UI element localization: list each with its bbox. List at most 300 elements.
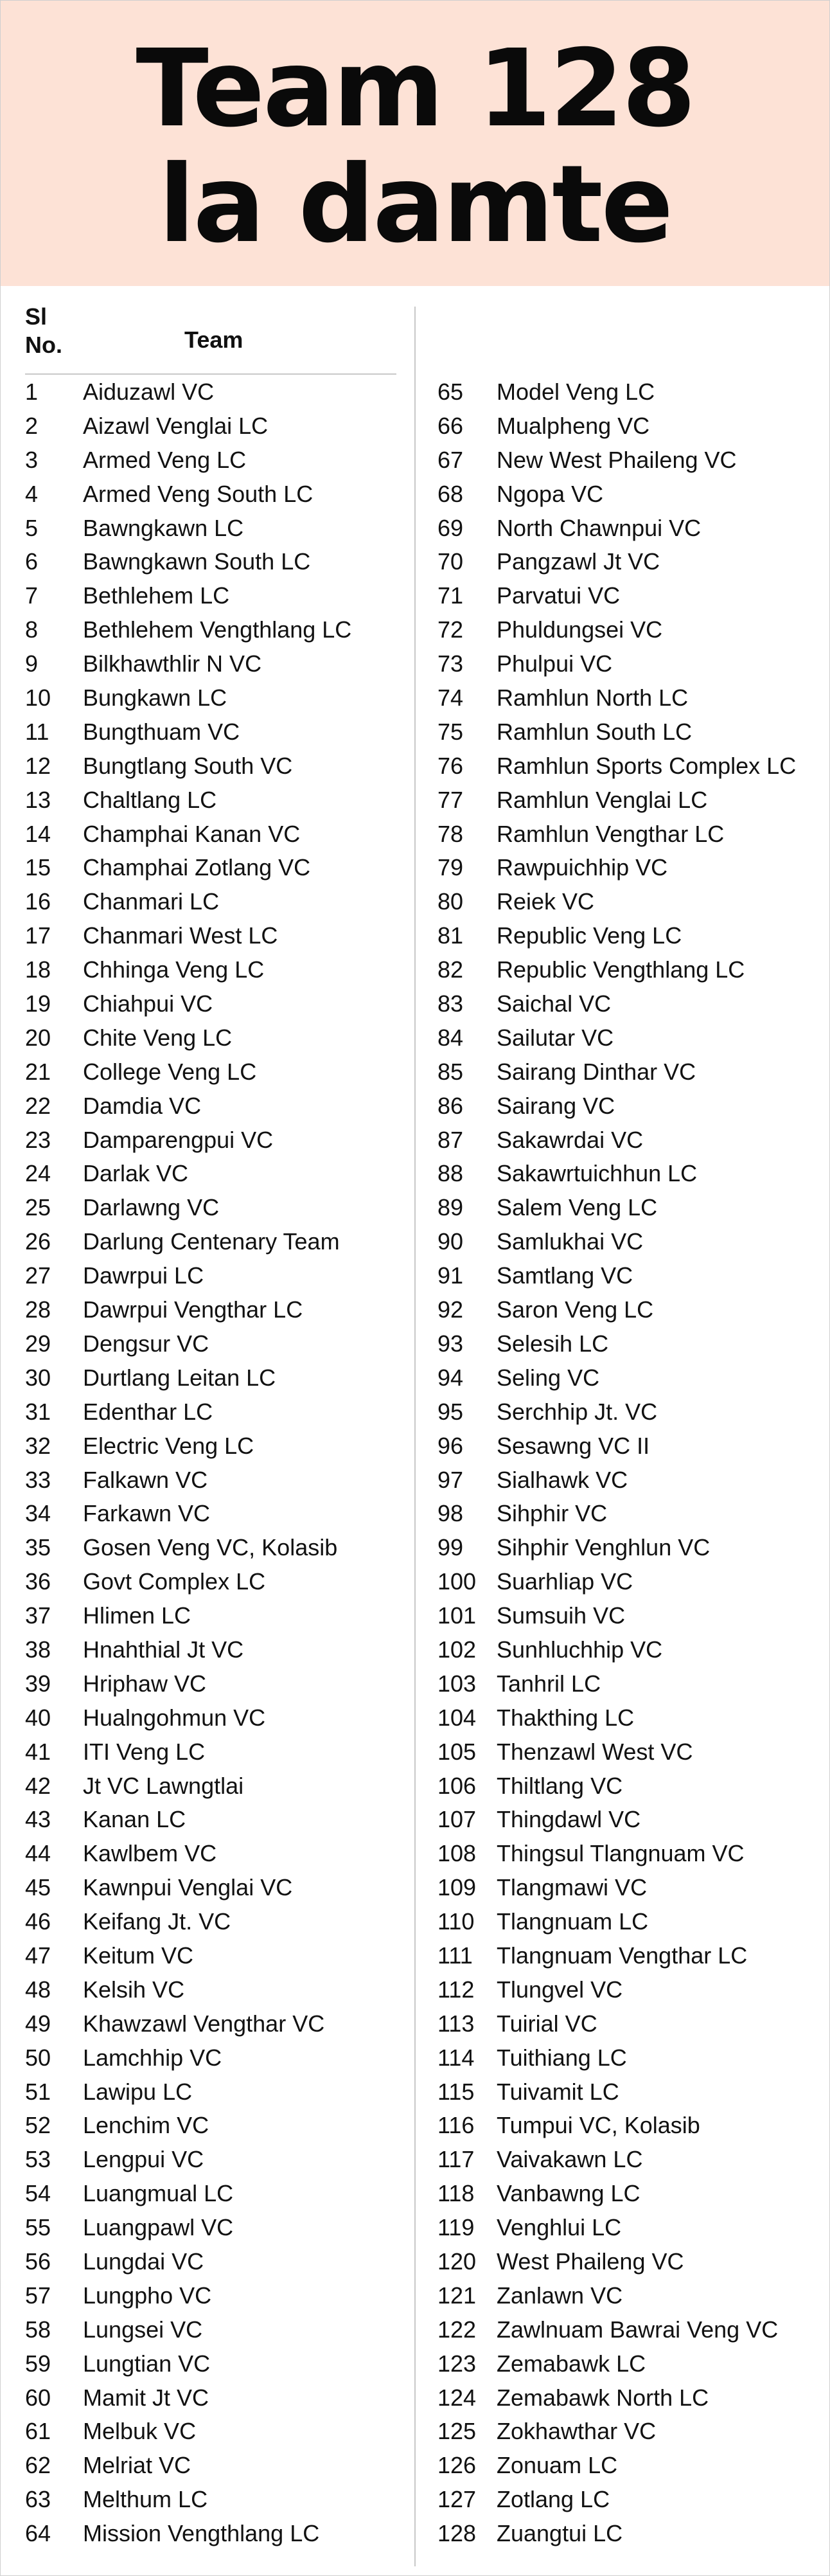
team-name: Kawnpui Venglai VC xyxy=(83,1874,293,1901)
team-serial-number: 119 xyxy=(437,2214,475,2241)
team-name: Zotlang LC xyxy=(497,2486,610,2513)
team-serial-number: 63 xyxy=(25,2486,51,2513)
team-serial-number: 56 xyxy=(25,2248,51,2275)
team-serial-number: 12 xyxy=(25,752,51,779)
team-name: Champhai Zotlang VC xyxy=(83,854,311,881)
team-row xyxy=(25,647,411,681)
team-row xyxy=(25,1225,411,1259)
team-name: Sairang VC xyxy=(497,1092,615,1119)
team-serial-number: 123 xyxy=(437,2350,477,2377)
team-name: Bethlehem LC xyxy=(83,582,230,609)
team-name: Keitum VC xyxy=(83,1942,194,1969)
team-name: Thakthing LC xyxy=(497,1704,635,1731)
team-serial-number: 98 xyxy=(437,1500,464,1527)
team-serial-number: 49 xyxy=(25,2010,51,2037)
team-row xyxy=(437,2415,823,2449)
team-name: Reiek VC xyxy=(497,888,595,915)
team-name: Tlangmawi VC xyxy=(497,1874,648,1901)
team-serial-number: 59 xyxy=(25,2350,51,2377)
team-row xyxy=(25,2007,411,2041)
team-serial-number: 18 xyxy=(25,956,51,983)
team-name: Sihphir VC xyxy=(497,1500,608,1527)
team-name: Selesih LC xyxy=(497,1330,609,1357)
team-row xyxy=(25,2177,411,2211)
team-row xyxy=(25,1633,411,1667)
team-serial-number: 126 xyxy=(437,2452,477,2479)
team-serial-number: 128 xyxy=(437,2520,477,2547)
team-name: Chaltlang LC xyxy=(83,786,217,813)
team-serial-number: 23 xyxy=(25,1126,51,1153)
team-row xyxy=(437,409,823,443)
team-name: Dawrpui Vengthar LC xyxy=(83,1296,303,1323)
team-serial-number: 32 xyxy=(25,1432,51,1459)
team-row xyxy=(25,749,411,783)
team-name: Mission Vengthlang LC xyxy=(83,2520,320,2547)
page-title-line-1: Team 128 xyxy=(136,27,694,151)
team-name: Zokhawthar VC xyxy=(497,2418,657,2445)
team-name: Thiltlang VC xyxy=(497,1772,623,1799)
team-row xyxy=(437,2211,823,2245)
team-name: Durtlang Leitan LC xyxy=(83,1364,276,1391)
team-serial-number: 22 xyxy=(25,1092,51,1119)
team-serial-number: 28 xyxy=(25,1296,51,1323)
team-name: Samlukhai VC xyxy=(497,1228,644,1255)
column-divider xyxy=(414,307,416,2566)
team-serial-number: 71 xyxy=(437,582,464,609)
team-name: Sumsuih VC xyxy=(497,1602,626,1629)
team-row xyxy=(25,1667,411,1701)
team-serial-number: 82 xyxy=(437,956,464,983)
team-name: Armed Veng South LC xyxy=(83,480,313,507)
team-row xyxy=(437,2041,823,2075)
team-serial-number: 122 xyxy=(437,2316,477,2343)
team-row xyxy=(437,375,823,409)
team-serial-number: 7 xyxy=(25,582,39,609)
team-serial-number: 77 xyxy=(437,786,464,813)
team-name: Damparengpui VC xyxy=(83,1126,274,1153)
team-row xyxy=(25,1327,411,1361)
team-row xyxy=(25,545,411,579)
team-serial-number: 103 xyxy=(437,1670,477,1697)
team-row xyxy=(437,2517,823,2551)
team-row xyxy=(437,1259,823,1293)
team-serial-number: 52 xyxy=(25,2112,51,2139)
team-row xyxy=(25,2415,411,2449)
team-serial-number: 27 xyxy=(25,1262,51,1289)
team-serial-number: 43 xyxy=(25,1806,51,1833)
team-name: Sairang Dinthar VC xyxy=(497,1058,696,1085)
team-row xyxy=(437,1191,823,1225)
team-serial-number: 50 xyxy=(25,2044,51,2071)
team-serial-number: 78 xyxy=(437,820,464,847)
team-name: Tlangnuam Vengthar LC xyxy=(497,1942,748,1969)
team-name: Phulpui VC xyxy=(497,650,613,677)
team-serial-number: 113 xyxy=(437,2010,475,2037)
team-name: Bungthuam VC xyxy=(83,718,240,745)
team-serial-number: 91 xyxy=(437,1262,464,1289)
team-serial-number: 64 xyxy=(25,2520,51,2547)
team-list-right-column xyxy=(437,375,823,2551)
team-serial-number: 115 xyxy=(437,2078,475,2105)
team-serial-number: 112 xyxy=(437,1976,475,2003)
column-header-sl-no: Sl No. xyxy=(25,303,62,358)
team-serial-number: 40 xyxy=(25,1704,51,1731)
team-serial-number: 75 xyxy=(437,718,464,745)
team-row xyxy=(25,2279,411,2313)
team-row xyxy=(25,375,411,409)
team-serial-number: 95 xyxy=(437,1398,464,1425)
team-serial-number: 57 xyxy=(25,2282,51,2309)
team-row xyxy=(437,1089,823,1123)
team-name: Chanmari West LC xyxy=(83,922,278,949)
team-row xyxy=(25,987,411,1021)
team-row xyxy=(437,613,823,647)
team-serial-number: 67 xyxy=(437,446,464,473)
team-row xyxy=(437,1123,823,1158)
team-serial-number: 117 xyxy=(437,2146,475,2173)
team-name: Bilkhawthlir N VC xyxy=(83,650,262,677)
team-row xyxy=(25,1837,411,1871)
team-name: North Chawnpui VC xyxy=(497,514,702,541)
team-row xyxy=(25,2109,411,2143)
team-name: Melthum LC xyxy=(83,2486,208,2513)
team-name: Aiduzawl VC xyxy=(83,379,215,405)
team-serial-number: 62 xyxy=(25,2452,51,2479)
team-serial-number: 92 xyxy=(437,1296,464,1323)
team-serial-number: 102 xyxy=(437,1636,477,1663)
title-banner xyxy=(1,1,829,286)
team-serial-number: 51 xyxy=(25,2078,51,2105)
team-name: Bawngkawn South LC xyxy=(83,548,311,575)
team-serial-number: 108 xyxy=(437,1840,477,1867)
team-name: Venghlui LC xyxy=(497,2214,622,2241)
team-row xyxy=(437,2449,823,2483)
team-name: Zanlawn VC xyxy=(497,2282,623,2309)
team-name: Samtlang VC xyxy=(497,1262,633,1289)
team-name: Vanbawng LC xyxy=(497,2180,640,2207)
team-serial-number: 76 xyxy=(437,752,464,779)
team-name: Darlung Centenary Team xyxy=(83,1228,340,1255)
team-row xyxy=(25,1735,411,1769)
team-row xyxy=(25,1871,411,1905)
team-row xyxy=(437,1531,823,1565)
team-serial-number: 34 xyxy=(25,1500,51,1527)
team-row xyxy=(25,1021,411,1055)
team-name: Govt Complex LC xyxy=(83,1568,266,1595)
team-serial-number: 31 xyxy=(25,1398,51,1425)
team-name: Ramhlun South LC xyxy=(497,718,693,745)
team-serial-number: 109 xyxy=(437,1874,477,1901)
team-serial-number: 4 xyxy=(25,480,39,507)
team-row xyxy=(437,851,823,885)
team-serial-number: 111 xyxy=(437,1942,473,1969)
team-serial-number: 55 xyxy=(25,2214,51,2241)
team-row xyxy=(437,818,823,852)
team-name: Phuldungsei VC xyxy=(497,616,663,643)
team-name: Hriphaw VC xyxy=(83,1670,207,1697)
team-row xyxy=(437,1735,823,1769)
team-name: Darlak VC xyxy=(83,1160,189,1187)
team-serial-number: 66 xyxy=(437,412,464,439)
team-row xyxy=(437,953,823,987)
team-name: Luangpawl VC xyxy=(83,2214,234,2241)
team-row xyxy=(437,1939,823,1973)
team-row xyxy=(437,1497,823,1531)
team-row xyxy=(437,2177,823,2211)
team-serial-number: 89 xyxy=(437,1194,464,1221)
team-row xyxy=(437,1395,823,1429)
team-serial-number: 26 xyxy=(25,1228,51,1255)
team-name: Khawzawl Vengthar VC xyxy=(83,2010,325,2037)
team-row xyxy=(25,579,411,613)
team-row xyxy=(25,2075,411,2109)
team-name: Tuivamit LC xyxy=(497,2078,619,2105)
team-name: Ramhlun North LC xyxy=(497,684,689,711)
team-row xyxy=(25,1701,411,1735)
team-name: Melriat VC xyxy=(83,2452,191,2479)
team-row xyxy=(437,2347,823,2381)
team-row xyxy=(437,885,823,919)
team-name: Kanan LC xyxy=(83,1806,186,1833)
team-serial-number: 44 xyxy=(25,1840,51,1867)
team-name: Ngopa VC xyxy=(497,480,604,507)
team-row xyxy=(437,1293,823,1327)
team-row xyxy=(437,1837,823,1871)
team-serial-number: 106 xyxy=(437,1772,477,1799)
team-name: Edenthar LC xyxy=(83,1398,213,1425)
team-serial-number: 124 xyxy=(437,2384,477,2411)
team-serial-number: 68 xyxy=(437,480,464,507)
team-name: Kawlbem VC xyxy=(83,1840,217,1867)
team-serial-number: 118 xyxy=(437,2180,475,2207)
team-serial-number: 70 xyxy=(437,548,464,575)
team-serial-number: 15 xyxy=(25,854,51,881)
team-row xyxy=(437,1803,823,1837)
team-row xyxy=(25,1565,411,1599)
team-row xyxy=(25,1259,411,1293)
page-title-line-2: la damte xyxy=(158,143,672,267)
team-row xyxy=(437,681,823,715)
team-name: ITI Veng LC xyxy=(83,1738,206,1765)
team-serial-number: 120 xyxy=(437,2248,477,2275)
team-serial-number: 6 xyxy=(25,548,39,575)
team-row xyxy=(437,1769,823,1803)
team-serial-number: 125 xyxy=(437,2418,477,2445)
team-name: Vaivakawn LC xyxy=(497,2146,643,2173)
team-serial-number: 48 xyxy=(25,1976,51,2003)
team-name: Saron Veng LC xyxy=(497,1296,654,1323)
team-name: Salem Veng LC xyxy=(497,1194,658,1221)
team-name: Sunhluchhip VC xyxy=(497,1636,663,1663)
team-row xyxy=(437,478,823,512)
team-row xyxy=(437,987,823,1021)
team-name: Champhai Kanan VC xyxy=(83,820,301,847)
team-row xyxy=(25,2517,411,2551)
team-row xyxy=(25,2143,411,2177)
team-serial-number: 94 xyxy=(437,1364,464,1391)
team-serial-number: 54 xyxy=(25,2180,51,2207)
team-row xyxy=(437,1463,823,1498)
team-serial-number: 74 xyxy=(437,684,464,711)
team-serial-number: 45 xyxy=(25,1874,51,1901)
team-name: Sakawrdai VC xyxy=(497,1126,644,1153)
team-name: Pangzawl Jt VC xyxy=(497,548,660,575)
team-row xyxy=(437,443,823,478)
team-row xyxy=(437,545,823,579)
team-serial-number: 61 xyxy=(25,2418,51,2445)
team-row xyxy=(25,885,411,919)
team-name: New West Phaileng VC xyxy=(497,446,737,473)
team-name: Tanhril LC xyxy=(497,1670,601,1697)
team-row xyxy=(437,2483,823,2517)
team-row xyxy=(437,783,823,818)
team-row xyxy=(437,1021,823,1055)
team-serial-number: 90 xyxy=(437,1228,464,1255)
team-serial-number: 1 xyxy=(25,379,39,405)
team-serial-number: 104 xyxy=(437,1704,477,1731)
team-serial-number: 84 xyxy=(437,1024,464,1051)
team-row xyxy=(437,512,823,546)
team-serial-number: 25 xyxy=(25,1194,51,1221)
team-row xyxy=(437,2143,823,2177)
team-list-left-column xyxy=(25,375,411,2551)
team-serial-number: 80 xyxy=(437,888,464,915)
team-name: Kelsih VC xyxy=(83,1976,185,2003)
team-serial-number: 121 xyxy=(437,2282,477,2309)
team-name: Darlawng VC xyxy=(83,1194,220,1221)
team-name: Jt VC Lawngtlai xyxy=(83,1772,244,1799)
team-name: Serchhip Jt. VC xyxy=(497,1398,658,1425)
team-name: Aizawl Venglai LC xyxy=(83,412,269,439)
team-row xyxy=(25,1463,411,1498)
team-row xyxy=(437,1633,823,1667)
header-divider xyxy=(25,373,396,375)
team-serial-number: 10 xyxy=(25,684,51,711)
team-serial-number: 47 xyxy=(25,1942,51,1969)
team-serial-number: 72 xyxy=(437,616,464,643)
team-name: Bawngkawn LC xyxy=(83,514,244,541)
team-name: Mamit Jt VC xyxy=(83,2384,209,2411)
team-name: Tlungvel VC xyxy=(497,1976,623,2003)
team-serial-number: 73 xyxy=(437,650,464,677)
team-name: Lengpui VC xyxy=(83,2146,204,2173)
team-serial-number: 5 xyxy=(25,514,39,541)
team-name: Thingdawl VC xyxy=(497,1806,641,1833)
team-serial-number: 46 xyxy=(25,1908,51,1935)
team-name: Model Veng LC xyxy=(497,379,655,405)
team-serial-number: 81 xyxy=(437,922,464,949)
team-name: Lungtian VC xyxy=(83,2350,211,2377)
team-name: Tuirial VC xyxy=(497,2010,597,2037)
team-row xyxy=(25,2211,411,2245)
team-serial-number: 16 xyxy=(25,888,51,915)
team-serial-number: 83 xyxy=(437,990,464,1017)
team-name: Republic Vengthlang LC xyxy=(497,956,745,983)
team-serial-number: 97 xyxy=(437,1466,464,1493)
team-name: Mualpheng VC xyxy=(497,412,650,439)
team-name: Sailutar VC xyxy=(497,1024,614,1051)
team-serial-number: 60 xyxy=(25,2384,51,2411)
team-serial-number: 116 xyxy=(437,2112,475,2139)
team-row xyxy=(437,579,823,613)
team-serial-number: 17 xyxy=(25,922,51,949)
team-row xyxy=(437,1667,823,1701)
team-serial-number: 33 xyxy=(25,1466,51,1493)
team-row xyxy=(25,613,411,647)
team-name: Saichal VC xyxy=(497,990,612,1017)
team-serial-number: 85 xyxy=(437,1058,464,1085)
team-row xyxy=(25,1293,411,1327)
team-serial-number: 93 xyxy=(437,1330,464,1357)
team-row xyxy=(25,1939,411,1973)
team-serial-number: 30 xyxy=(25,1364,51,1391)
team-serial-number: 24 xyxy=(25,1160,51,1187)
team-name: Chiahpui VC xyxy=(83,990,213,1017)
team-name: Tlangnuam LC xyxy=(497,1908,649,1935)
team-name: Lungpho VC xyxy=(83,2282,212,2309)
team-row xyxy=(25,2483,411,2517)
team-serial-number: 53 xyxy=(25,2146,51,2173)
team-serial-number: 58 xyxy=(25,2316,51,2343)
team-row xyxy=(437,1327,823,1361)
team-name: Farkawn VC xyxy=(83,1500,211,1527)
team-row xyxy=(25,2449,411,2483)
team-row xyxy=(437,647,823,681)
team-serial-number: 101 xyxy=(437,1602,477,1629)
team-row xyxy=(25,2347,411,2381)
team-row xyxy=(25,1599,411,1633)
team-row xyxy=(437,2007,823,2041)
team-row xyxy=(25,715,411,749)
team-name: Parvatui VC xyxy=(497,582,621,609)
team-name: Bethlehem Vengthlang LC xyxy=(83,616,352,643)
team-serial-number: 65 xyxy=(437,379,464,405)
team-row xyxy=(437,1701,823,1735)
team-row xyxy=(437,2109,823,2143)
team-name: Sihphir Venghlun VC xyxy=(497,1534,711,1561)
team-serial-number: 20 xyxy=(25,1024,51,1051)
team-name: Electric Veng LC xyxy=(83,1432,254,1459)
team-name: Ramhlun Venglai LC xyxy=(497,786,708,813)
team-serial-number: 114 xyxy=(437,2044,475,2071)
team-name: Lungsei VC xyxy=(83,2316,203,2343)
team-name: College Veng LC xyxy=(83,1058,257,1085)
team-name: Gosen Veng VC, Kolasib xyxy=(83,1534,338,1561)
team-serial-number: 69 xyxy=(437,514,464,541)
team-name: Suarhliap VC xyxy=(497,1568,633,1595)
team-serial-number: 79 xyxy=(437,854,464,881)
team-name: Chhinga Veng LC xyxy=(83,956,265,983)
team-name: Damdia VC xyxy=(83,1092,202,1119)
team-serial-number: 107 xyxy=(437,1806,477,1833)
team-row xyxy=(437,1157,823,1191)
team-serial-number: 13 xyxy=(25,786,51,813)
team-row xyxy=(25,1089,411,1123)
team-serial-number: 105 xyxy=(437,1738,477,1765)
team-row xyxy=(437,715,823,749)
team-row xyxy=(25,783,411,818)
team-row xyxy=(437,1225,823,1259)
team-name: Zemabawk LC xyxy=(497,2350,646,2377)
team-name: Zawlnuam Bawrai Veng VC xyxy=(497,2316,779,2343)
team-name: Bungtlang South VC xyxy=(83,752,293,779)
team-row xyxy=(25,443,411,478)
team-row xyxy=(25,1497,411,1531)
team-name: Chanmari LC xyxy=(83,888,220,915)
team-name: Sialhawk VC xyxy=(497,1466,628,1493)
team-serial-number: 29 xyxy=(25,1330,51,1357)
team-serial-number: 37 xyxy=(25,1602,51,1629)
